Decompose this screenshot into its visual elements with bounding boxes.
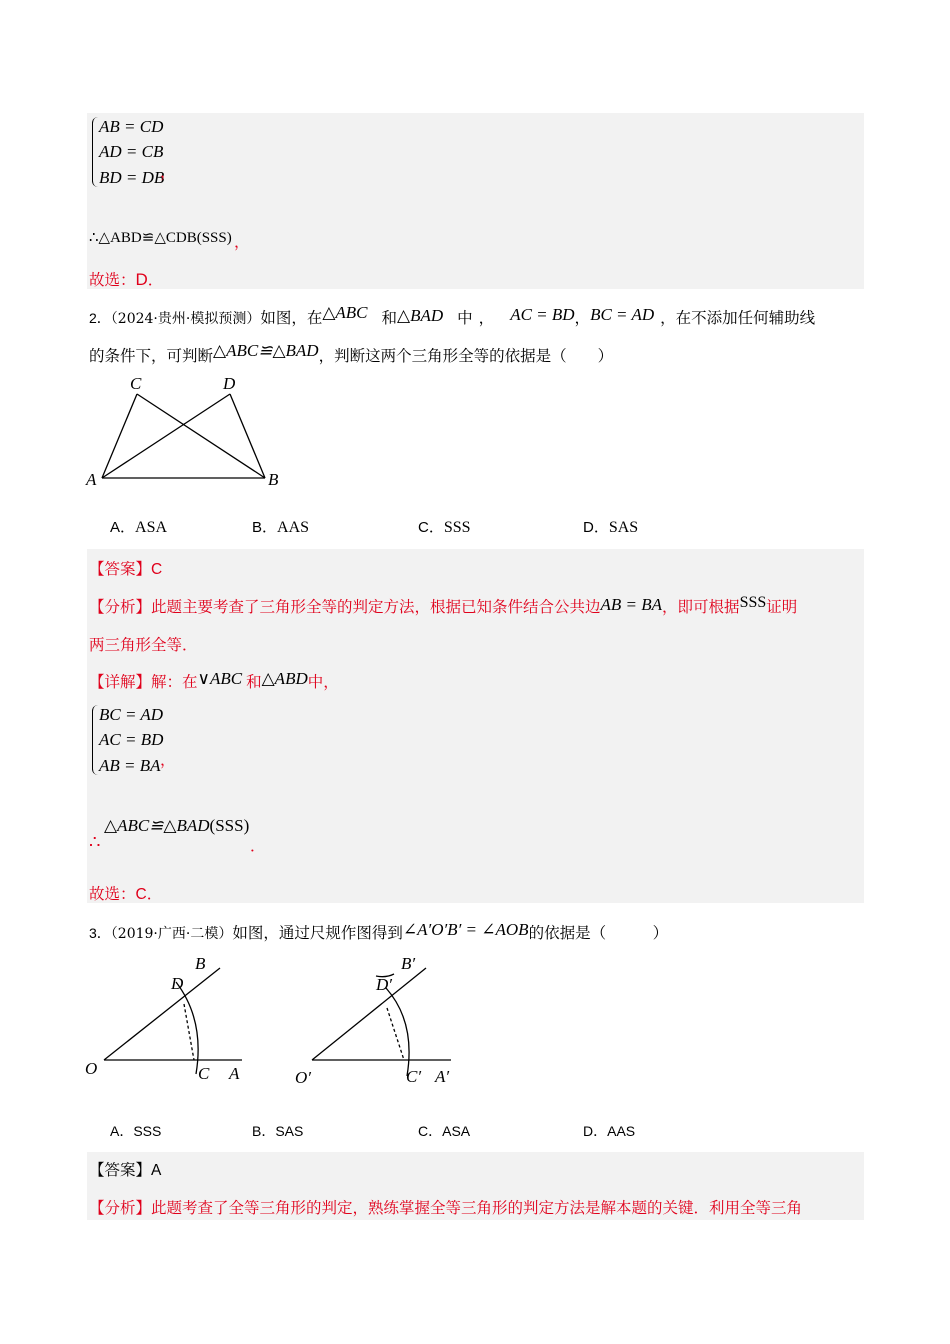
option-letter: A． xyxy=(110,1123,134,1139)
choice-end: ． xyxy=(146,885,163,903)
option-value: SSS xyxy=(443,519,471,536)
label-a: A xyxy=(86,470,97,489)
q2-conclusion xyxy=(104,816,249,836)
q2-option-d[interactable] xyxy=(583,516,638,537)
q2-text-a: 如图，在 xyxy=(260,309,323,327)
q2-source: （2024·贵州·模拟预测） xyxy=(110,311,261,327)
q2-stem-line1 xyxy=(89,303,816,328)
conclusion-text: △ABC≌△BAD xyxy=(104,816,210,835)
option-value: AAS xyxy=(277,519,310,536)
q3-option-b[interactable] xyxy=(252,1121,303,1141)
q2-cond1: AC = BD xyxy=(510,305,575,324)
q2-conclusion-end: ． xyxy=(250,837,266,855)
analysis-label: 【分析】 xyxy=(89,598,152,616)
q2-line2-a: 的条件下，可判断 xyxy=(89,347,214,365)
choice-label: 故选： xyxy=(89,271,136,289)
segment-ad xyxy=(102,394,230,478)
q2-option-c[interactable] xyxy=(418,516,471,537)
choice-label: 故选： xyxy=(89,885,136,903)
q3-figure-original xyxy=(80,950,260,1090)
q1-conclusion: ∴△ABD≌△CDB(SSS) xyxy=(89,230,232,246)
choice-value: C xyxy=(135,886,147,903)
q2-system-eq-1: BC = AD xyxy=(99,705,164,724)
analysis-text-b: ，即可根据 xyxy=(662,598,740,616)
answer-value: A xyxy=(151,1162,162,1179)
label-c-prime: C′ xyxy=(406,1067,422,1086)
system-eq-3: BD = DB xyxy=(99,168,165,187)
q2-system-brace xyxy=(92,705,99,775)
q2-analysis-line2: 两三角形全等． xyxy=(89,636,198,654)
option-value: AAS xyxy=(607,1123,636,1139)
q2-choice xyxy=(89,882,162,904)
label-o-prime: O′ xyxy=(295,1068,311,1087)
option-letter: B． xyxy=(252,1123,276,1139)
system-brace xyxy=(92,117,99,187)
q3-option-c[interactable] xyxy=(418,1121,470,1141)
q3-text-a: 如图，通过尺规作图得到 xyxy=(232,924,403,942)
q2-system-eq-3: AB = BA xyxy=(99,756,161,775)
system-eq-2: AD = CB xyxy=(99,142,164,161)
segment-ac xyxy=(102,394,137,478)
label-b: B xyxy=(195,954,206,973)
q1-conclusion-comma: ， xyxy=(234,233,250,251)
q2-option-b[interactable] xyxy=(252,516,309,537)
label-b-prime: B′ xyxy=(401,954,416,973)
option-value: SAS xyxy=(608,519,639,536)
q2-option-a[interactable] xyxy=(110,516,167,537)
option-letter: D． xyxy=(583,519,609,536)
answer-label: 【答案】 xyxy=(89,560,152,578)
option-value: SAS xyxy=(275,1123,304,1139)
label-c: C xyxy=(130,374,142,393)
q1-choice xyxy=(89,268,163,290)
choice-end: ． xyxy=(147,271,164,289)
analysis-text-c: 证明 xyxy=(766,598,798,616)
analysis-label: 【分析】 xyxy=(89,1199,152,1217)
q2-number: 2． xyxy=(89,310,111,326)
q2-system-eq-2: AC = BD xyxy=(99,730,164,749)
q3-text-b: 的依据是（ ） xyxy=(528,924,669,942)
q3-analysis xyxy=(89,1196,802,1218)
label-d-prime: D′ xyxy=(376,975,392,994)
ray-ob xyxy=(104,968,220,1060)
detail-text-a: 解：在 xyxy=(151,673,198,691)
label-o: O xyxy=(85,1059,98,1078)
answer-label: 【答案】 xyxy=(89,1161,152,1179)
option-value: SSS xyxy=(133,1123,162,1139)
dashed-c-prime-d-prime xyxy=(387,1008,404,1060)
q2-stem-line2 xyxy=(89,341,614,366)
q2-cong: △ABC≌△BAD xyxy=(213,341,319,360)
label-d: D xyxy=(171,974,184,993)
q3-source: （2019·广西·二模） xyxy=(110,926,233,942)
q2-text-b: 和 xyxy=(381,309,398,327)
detail-text-b: 和 xyxy=(246,673,262,691)
option-letter: B． xyxy=(252,519,278,536)
q3-angle: ∠A′O′B′ = ∠AOB xyxy=(402,920,529,939)
label-b: B xyxy=(268,470,279,489)
q2-text-c: 中， xyxy=(457,309,501,327)
q1-solution-block xyxy=(87,113,864,289)
q2-detail-line xyxy=(89,670,339,692)
conclusion-sss: (SSS) xyxy=(209,816,250,835)
segment-db xyxy=(230,394,265,478)
detail-tri2: △ABD xyxy=(261,669,308,688)
q2-tri1: △ABC xyxy=(322,303,368,322)
label-a: A xyxy=(229,1064,240,1083)
q3-stem xyxy=(89,921,668,943)
q3-figure-constructed xyxy=(290,950,470,1090)
option-letter: D． xyxy=(583,1123,608,1139)
system-comma: ， xyxy=(160,163,176,181)
q3-number: 3． xyxy=(89,925,111,941)
q2-cond2: BC = AD xyxy=(590,305,655,324)
q2-figure xyxy=(82,374,292,494)
choice-value: D xyxy=(135,270,148,289)
detail-text-c: 中， xyxy=(307,673,339,691)
q3-option-a[interactable] xyxy=(110,1121,161,1141)
analysis-text: 此题考查了全等三角形的判定，熟练掌握全等三角形的判定方法是解本题的关键．利用全等三角 xyxy=(151,1199,803,1217)
option-letter: C． xyxy=(418,1123,443,1139)
therefore-symbol: ∴ xyxy=(89,832,101,853)
detail-tri1: ∨ABC xyxy=(197,669,243,688)
q3-answer xyxy=(89,1158,161,1180)
analysis-text-a: 此题主要考查了三角形全等的判定方法，根据已知条件结合公共边 xyxy=(151,598,601,616)
detail-label: 【详解】 xyxy=(89,673,152,691)
q3-option-d[interactable] xyxy=(583,1121,635,1141)
q2-tri2: △BAD xyxy=(397,306,444,325)
option-letter: C． xyxy=(418,519,444,536)
analysis-sss: SSS xyxy=(739,594,767,611)
analysis-math: AB = BA xyxy=(600,595,663,614)
q2-line2-b: ，判断这两个三角形全等的依据是（ ） xyxy=(318,347,614,365)
label-c: C xyxy=(198,1064,210,1083)
option-value: ASA xyxy=(442,1123,471,1139)
option-letter: A． xyxy=(110,519,136,536)
answer-value: C xyxy=(151,561,163,578)
q2-sep: ， xyxy=(574,309,591,327)
q2-answer xyxy=(89,557,162,579)
label-a-prime: A′ xyxy=(435,1067,450,1086)
arc-c-prime-d-prime xyxy=(386,988,409,1076)
q2-text-d: ，在不添加任何辅助线 xyxy=(660,309,816,327)
option-value: ASA xyxy=(135,519,168,536)
label-d: D xyxy=(223,374,236,393)
system-eq-1: AB = CD xyxy=(99,117,164,136)
segment-cb xyxy=(137,394,265,478)
q2-system-comma: ， xyxy=(160,751,176,769)
q2-analysis-line1 xyxy=(89,595,797,617)
